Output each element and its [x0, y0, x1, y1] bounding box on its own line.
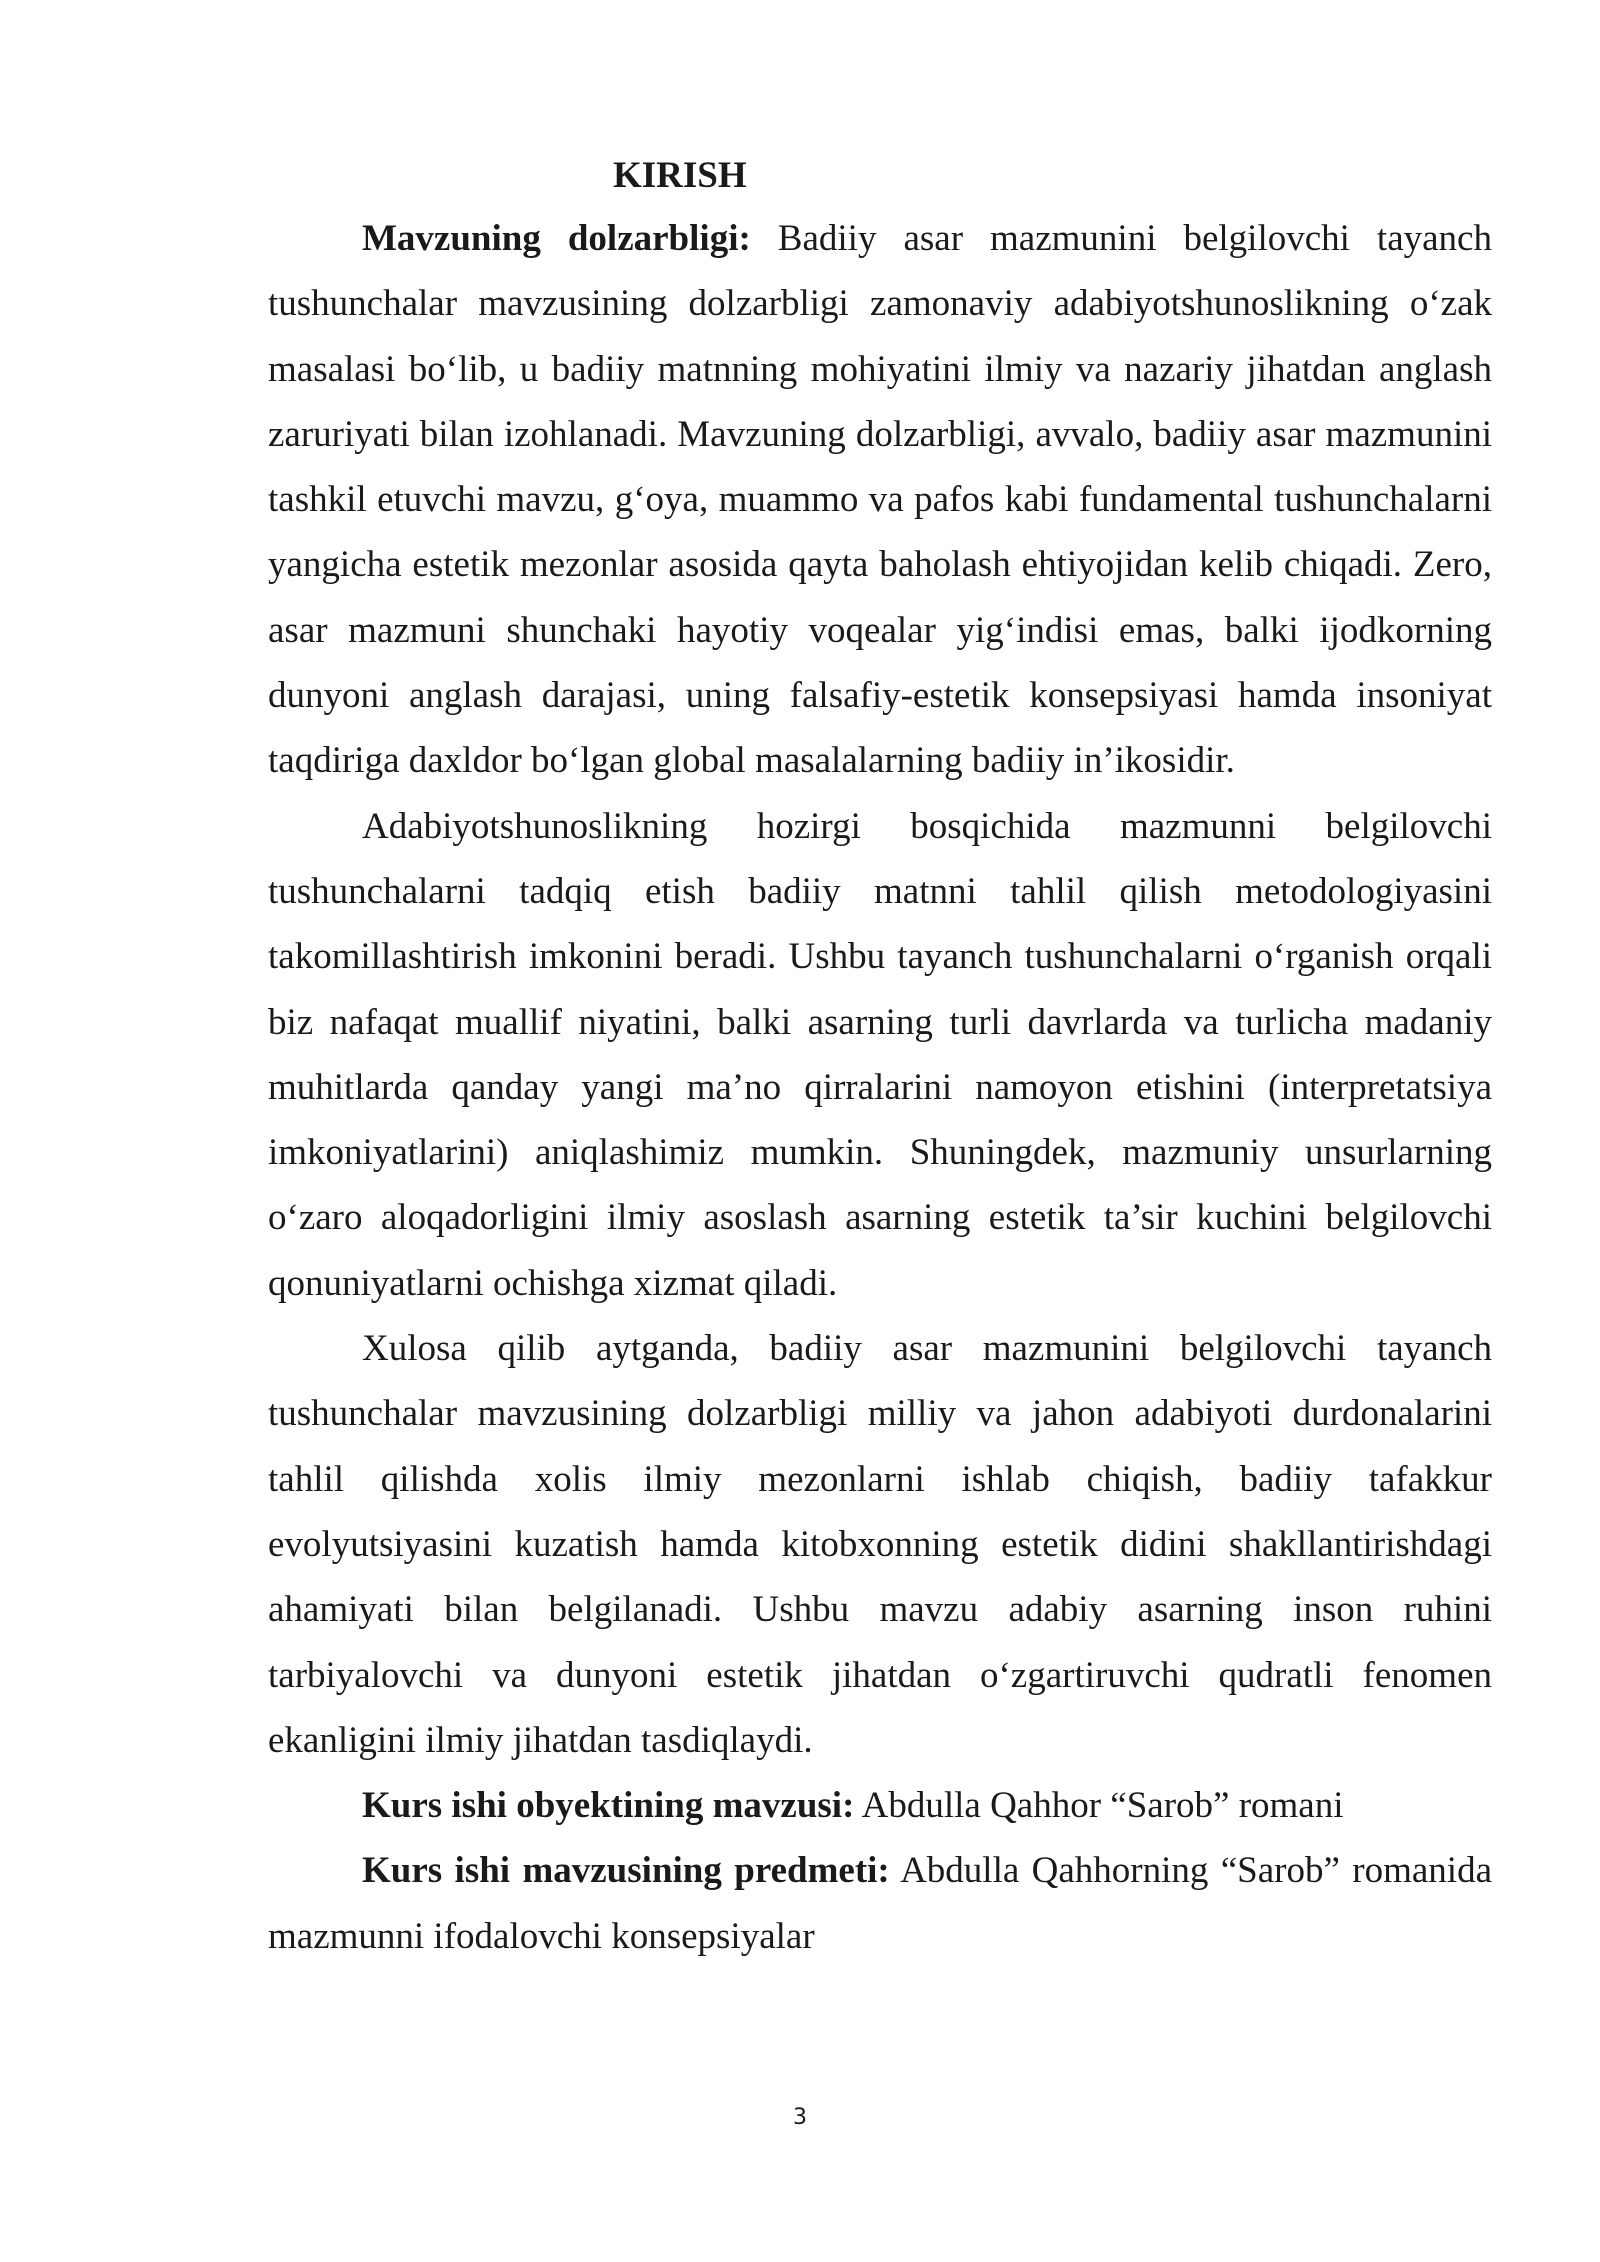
paragraph-subject — [268, 1838, 1492, 1969]
paragraph-relevance — [268, 206, 1492, 794]
body-text — [268, 206, 1492, 1969]
paragraph-methodology — [268, 794, 1492, 1316]
paragraph-lead: Kurs ishi mavzusining predmeti: — [362, 1850, 890, 1892]
paragraph-text: Badiiy asar mazmunini belgilovchi tayanch tushunchalar mavzusining dolzarbligi zamonaviy adabiyotshunoslikning o‘zak masalasi bo‘lib, u badiiy matnning mohiyatini ilmiy va nazariy jihatdan anglash zaruriyati bilan izohlanadi. Mavzuning dolzarbligi, avvalo, badiiy asar mazmunini tashkil etuvchi mavzu, g‘oya, muammo va pafos kabi fundamental tushunchalarni yangicha estetik mezonlar asosida qayta baholash ehtiyojidan kelib chiqadi. Zero, asar mazmuni shunchaki hayotiy voqealar yig‘indisi emas, balki ijodkorning dunyoni anglash darajasi, uning falsafiy-estetik konsepsiyasi hamda insoniyat taqdiriga daxldor bo‘lgan global masalalarning badiiy in’ikosidir. — [268, 218, 1492, 782]
paragraph-lead: Kurs ishi obyektining mavzusi: — [362, 1785, 855, 1827]
paragraph-text: Abdulla Qahhorning “Sarob” romanida mazmunni ifodalovchi konsepsiyalar — [268, 1850, 1493, 1957]
paragraph-object — [268, 1773, 1492, 1838]
section-heading: KIRISH — [613, 155, 747, 196]
paragraph-conclusion — [268, 1316, 1492, 1773]
paragraph-lead: Mavzuning dolzarbligi: — [362, 218, 751, 259]
page-number: 3 — [793, 2105, 807, 2130]
paragraph-text: Adabiyotshunoslikning hozirgi bosqichida mazmunni belgilovchi tushunchalarni tadqiq etish badiiy matnni tahlil qilish metodologiyasini takomillashtirish imkonini beradi. Ushbu tayanch tushunchalarni o‘rganish orqali biz nafaqat muallif niyatini, balki asarning turli davrlarda va turlicha madaniy muhitlarda qanday yangi ma’no qirralarini namoyon etishini (interpretatsiya imkoniyatlarini) aniqlashimiz mumkin. Shuningdek, mazmuniy unsurlarning o‘zaro aloqadorligini ilmiy asoslash asarning estetik ta’sir kuchini belgilovchi qonuniyatlarni ochishga xizmat qiladi. — [268, 805, 1492, 1304]
paragraph-text: Abdulla Qahhor “Sarob” romani — [854, 1785, 1344, 1827]
paragraph-text: Xulosa qilib aytganda, badiiy asar mazmunini belgilovchi tayanch tushunchalar mavzusining dolzarbligi milliy va jahon adabiyoti durdonalarini tahlil qilishda xolis ilmiy mezonlarni ishlab chiqish, badiiy tafakkur evolyutsiyasini kuzatish hamda kitobxonning estetik didini shakllantirishdagi ahamiyati bilan belgilanadi. Ushbu mavzu adabiy asarning inson ruhini tarbiyalovchi va dunyoni estetik jihatdan o‘zgartiruvchi qudratli fenomen ekanligini ilmiy jihatdan tasdiqlaydi. — [268, 1328, 1492, 1761]
